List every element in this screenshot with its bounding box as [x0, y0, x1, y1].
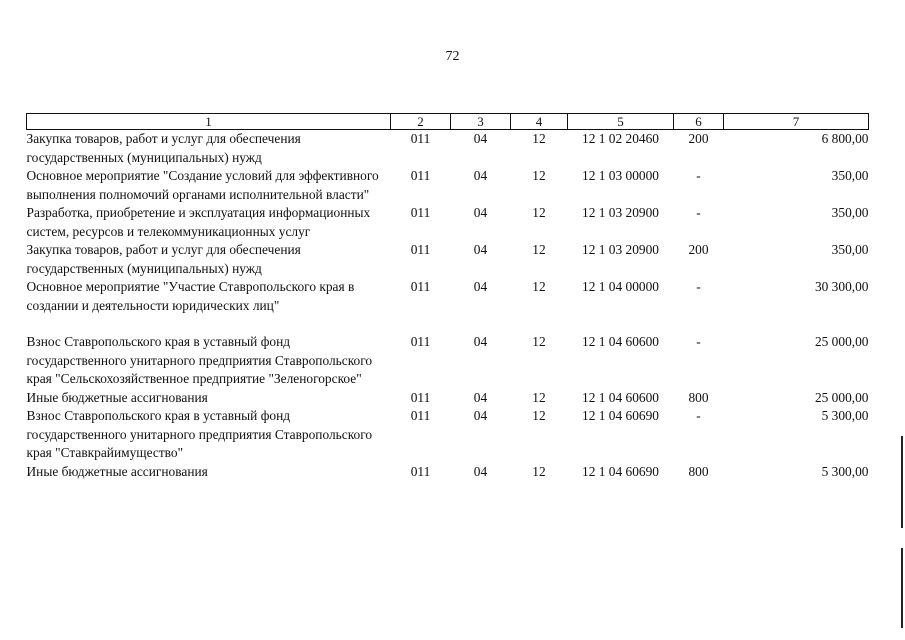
column-header: 7: [724, 114, 869, 130]
col-3-value: 04: [473, 168, 488, 183]
item-name: Разработка, приобретение и эксплуатация информационных систем, ресурсов и телекоммуникационных услуг: [26, 205, 371, 239]
code-value: 12 1 04 60600: [582, 334, 659, 349]
code-value: 12 1 04 60690: [582, 463, 659, 479]
col-2-value: 011: [410, 242, 431, 257]
amount-value: 350,00: [831, 205, 869, 220]
col-4-value: 12: [532, 242, 546, 257]
column-header: 6: [674, 114, 724, 130]
table-row: [27, 463, 869, 482]
column-header: 4: [511, 114, 568, 130]
col-4-value: 12: [532, 463, 546, 479]
col-2-value: 011: [410, 463, 431, 479]
spacer-row: [27, 315, 869, 333]
col-3-value: 04: [473, 131, 488, 146]
type-value: -: [696, 205, 701, 220]
col-4-value: 12: [532, 389, 546, 405]
col-4-value: 12: [532, 408, 546, 423]
code-value: 12 1 02 20460: [582, 131, 659, 146]
table-row: [27, 333, 869, 389]
amount-value: 25 000,00: [814, 334, 869, 349]
table-row: [27, 278, 869, 315]
column-header: 3: [451, 114, 511, 130]
code-value: 12 1 03 00000: [582, 168, 659, 183]
code-value: 12 1 04 00000: [582, 279, 659, 294]
type-value: 200: [688, 242, 709, 257]
type-value: -: [696, 408, 701, 423]
col-3-value: 04: [473, 334, 488, 349]
col-3-value: 04: [473, 463, 488, 479]
item-name: Основное мероприятие "Создание условий для эффективного выполнения полномочий органами исполнительной власти": [26, 168, 379, 202]
table-row: [27, 167, 869, 204]
col-2-value: 011: [410, 334, 431, 349]
type-value: 200: [688, 131, 709, 146]
amount-value: 6 800,00: [821, 131, 869, 146]
table-row: [27, 407, 869, 463]
col-4-value: 12: [532, 279, 546, 294]
item-name: Иные бюджетные ассигнования: [26, 463, 208, 479]
code-value: 12 1 04 60690: [582, 408, 659, 423]
page-number: 72: [445, 49, 460, 64]
scan-edge-mark: [901, 548, 903, 628]
table-row: [27, 241, 869, 278]
amount-value: 5 300,00: [821, 408, 869, 423]
col-2-value: 011: [410, 131, 431, 146]
column-header: 1: [27, 114, 391, 130]
col-4-value: 12: [532, 168, 546, 183]
table-header-row: [27, 114, 869, 130]
type-value: -: [696, 334, 701, 349]
col-2-value: 011: [410, 408, 431, 423]
amount-value: 350,00: [831, 242, 869, 257]
amount-value: 30 300,00: [814, 279, 869, 294]
col-3-value: 04: [473, 205, 488, 220]
code-value: 12 1 03 20900: [582, 242, 659, 257]
col-4-value: 12: [532, 205, 546, 220]
column-header: 5: [568, 114, 674, 130]
col-3-value: 04: [473, 242, 488, 257]
item-name: Взнос Ставропольского края в уставный фонд государственного унитарного предприятия Ставропольского края "Ставкрайимущество": [26, 408, 373, 460]
type-value: 800: [688, 389, 709, 405]
col-2-value: 011: [410, 205, 431, 220]
amount-value: 5 300,00: [821, 463, 869, 479]
col-2-value: 011: [410, 279, 431, 294]
code-value: 12 1 03 20900: [582, 205, 659, 220]
item-name: Взнос Ставропольского края в уставный фонд государственного унитарного предприятия Ставропольского края "Сельскохозяйственное предприятие "Зеленогорское": [26, 334, 373, 386]
type-value: -: [696, 279, 701, 294]
col-2-value: 011: [410, 168, 431, 183]
col-3-value: 04: [473, 408, 488, 423]
scan-edge-mark: [901, 436, 903, 528]
item-name: Иные бюджетные ассигнования: [26, 389, 208, 405]
amount-value: 350,00: [831, 168, 869, 183]
item-name: Закупка товаров, работ и услуг для обеспечения государственных (муниципальных) нужд: [26, 242, 301, 276]
type-value: 800: [688, 463, 709, 479]
item-name: Основное мероприятие "Участие Ставропольского края в создании и деятельности юридических лиц": [26, 279, 355, 313]
col-2-value: 011: [410, 389, 431, 405]
table-row: [27, 389, 869, 408]
table-row: [27, 204, 869, 241]
code-value: 12 1 04 60600: [582, 389, 659, 405]
item-name: Закупка товаров, работ и услуг для обеспечения государственных (муниципальных) нужд: [26, 131, 301, 165]
col-3-value: 04: [473, 389, 488, 405]
type-value: -: [696, 168, 701, 183]
table-row: [27, 130, 869, 168]
col-4-value: 12: [532, 131, 546, 146]
col-4-value: 12: [532, 334, 546, 349]
amount-value: 25 000,00: [814, 389, 869, 405]
column-header: 2: [391, 114, 451, 130]
budget-table: [26, 113, 869, 481]
col-3-value: 04: [473, 279, 488, 294]
